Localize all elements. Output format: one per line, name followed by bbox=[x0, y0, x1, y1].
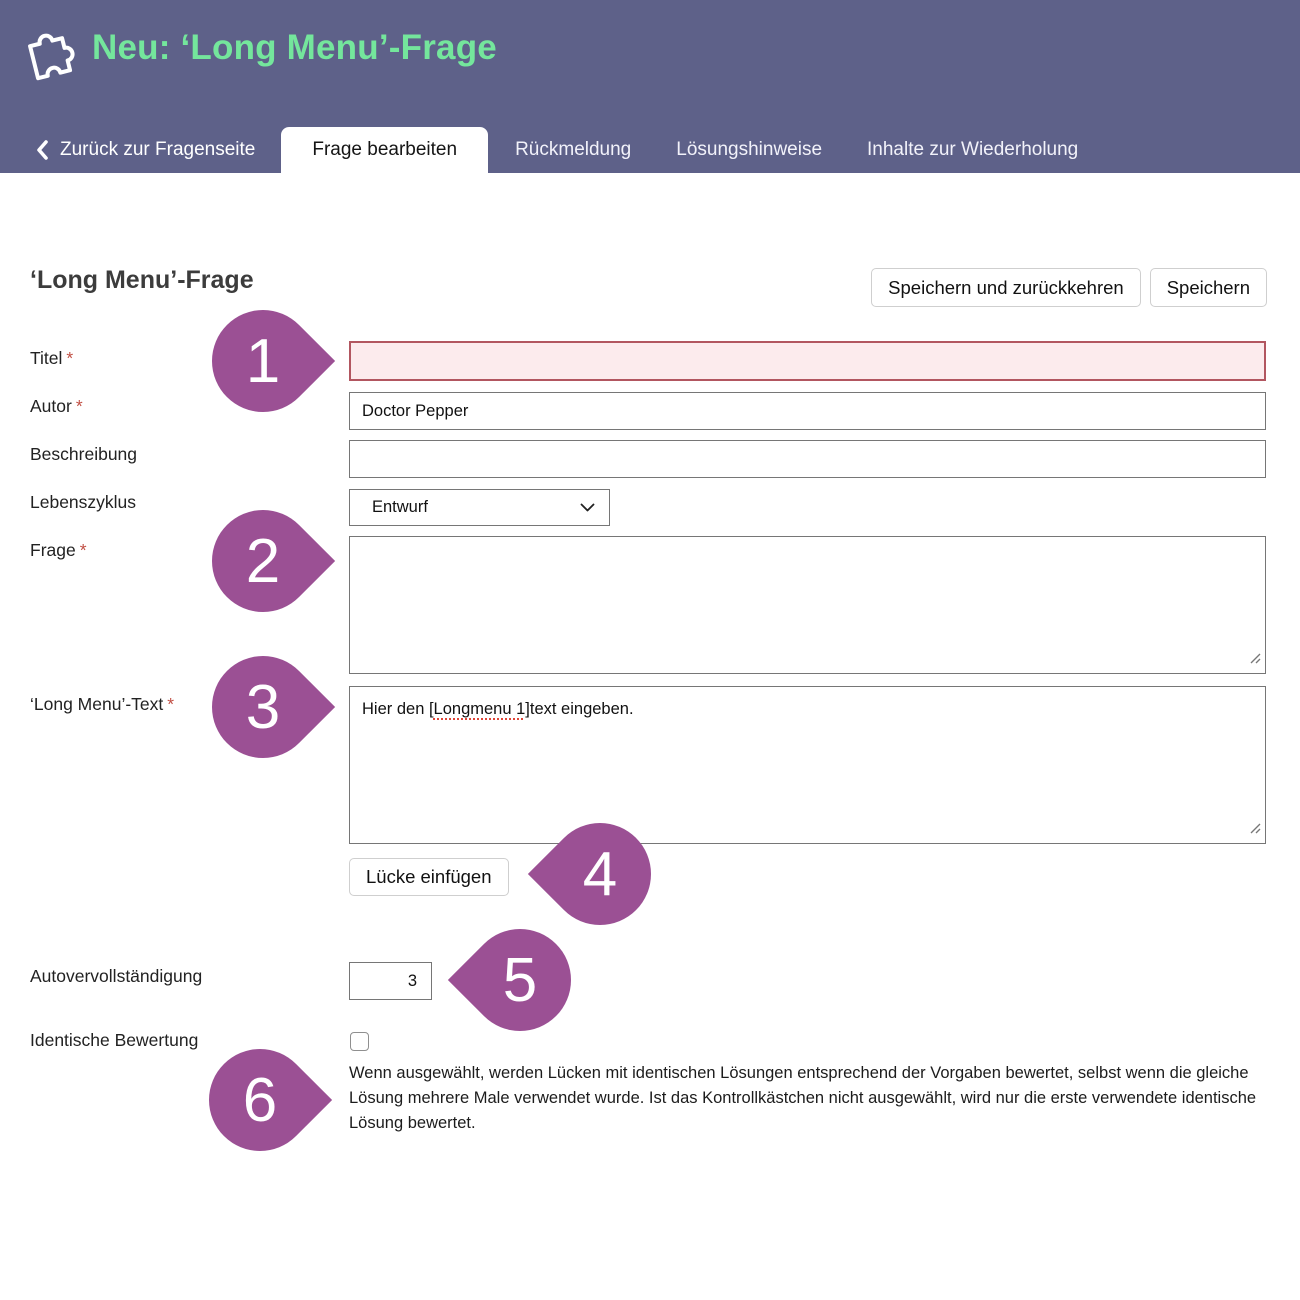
resize-handle-icon[interactable] bbox=[1249, 652, 1262, 670]
puzzle-icon bbox=[18, 20, 82, 84]
titel-input[interactable] bbox=[349, 341, 1266, 381]
annotation-balloon-3: 3 bbox=[191, 635, 335, 779]
frage-textarea[interactable] bbox=[350, 537, 1265, 673]
longmenu-textarea[interactable] bbox=[349, 686, 1266, 844]
spellcheck-underline: Longmenu 1 bbox=[433, 700, 526, 718]
required-marker: * bbox=[167, 694, 175, 714]
required-marker: * bbox=[66, 348, 74, 368]
resize-handle-icon[interactable] bbox=[1249, 822, 1262, 840]
tab-rueckmeldung[interactable]: Rückmeldung bbox=[515, 139, 632, 160]
required-marker: * bbox=[79, 540, 87, 560]
chevron-left-icon bbox=[35, 139, 49, 161]
annotation-balloon-4: 4 bbox=[528, 802, 672, 946]
tab-frage-bearbeiten[interactable]: Frage bearbeiten bbox=[281, 127, 488, 173]
frage-textarea-wrap bbox=[349, 536, 1266, 674]
beschreibung-input[interactable] bbox=[349, 440, 1266, 478]
required-marker: * bbox=[75, 396, 83, 416]
lebenszyklus-selected-value: Entwurf bbox=[372, 498, 428, 516]
save-button[interactable]: Speichern bbox=[1150, 268, 1267, 307]
lebenszyklus-label: Lebenszyklus bbox=[30, 492, 137, 512]
autovervollstaendigung-label: Autovervollständigung bbox=[30, 966, 203, 986]
header bbox=[0, 0, 1300, 127]
save-and-return-button[interactable]: Speichern und zurückkehren bbox=[871, 268, 1141, 307]
autovervollstaendigung-input[interactable] bbox=[349, 962, 432, 1000]
tab-bar bbox=[0, 127, 1300, 173]
back-to-question-page-link[interactable] bbox=[35, 127, 255, 173]
autor-input[interactable] bbox=[349, 392, 1266, 430]
tab-loesungshinweise[interactable]: Lösungshinweise bbox=[676, 139, 823, 160]
frage-label: Frage * bbox=[30, 540, 87, 560]
page-title: Neu: ‘Long Menu’-Frage bbox=[92, 28, 497, 67]
lebenszyklus-select[interactable] bbox=[349, 489, 610, 526]
tab-inhalte-zur-wiederholung[interactable]: Inhalte zur Wiederholung bbox=[867, 139, 1079, 160]
annotation-balloon-1: 1 bbox=[191, 289, 335, 433]
longmenu-text-content: Hier den [Longmenu 1]text eingeben. bbox=[362, 700, 634, 718]
annotation-balloon-6: 6 bbox=[188, 1028, 332, 1172]
identische-bewertung-help-text: Wenn ausgewählt, werden Lücken mit identischen Lösungen entsprechend der Vorgaben bewertet, selbst wenn die gleiche Lösung mehrere Male verwendet wurde. Ist das Kontrollkästchen nicht ausgewählt, wird nur die erste verwendete identische Lösung bewertet. bbox=[349, 1064, 1257, 1132]
beschreibung-label: Beschreibung bbox=[30, 444, 138, 464]
chevron-down-icon bbox=[580, 503, 595, 512]
annotation-balloon-2: 2 bbox=[191, 489, 335, 633]
action-buttons bbox=[871, 268, 1267, 307]
autor-label: Autor * bbox=[30, 396, 83, 416]
titel-label: Titel * bbox=[30, 348, 74, 368]
identische-bewertung-checkbox[interactable] bbox=[350, 1032, 369, 1051]
luecke-einfuegen-button[interactable]: Lücke einfügen bbox=[349, 858, 509, 896]
annotation-balloon-5: 5 bbox=[448, 908, 592, 1052]
form-heading: ‘Long Menu’-Frage bbox=[30, 266, 254, 294]
longmenu-text-label: ‘Long Menu’-Text * bbox=[30, 694, 175, 714]
identische-bewertung-label: Identische Bewertung bbox=[30, 1030, 199, 1050]
back-link-label: Zurück zur Fragenseite bbox=[60, 139, 256, 160]
